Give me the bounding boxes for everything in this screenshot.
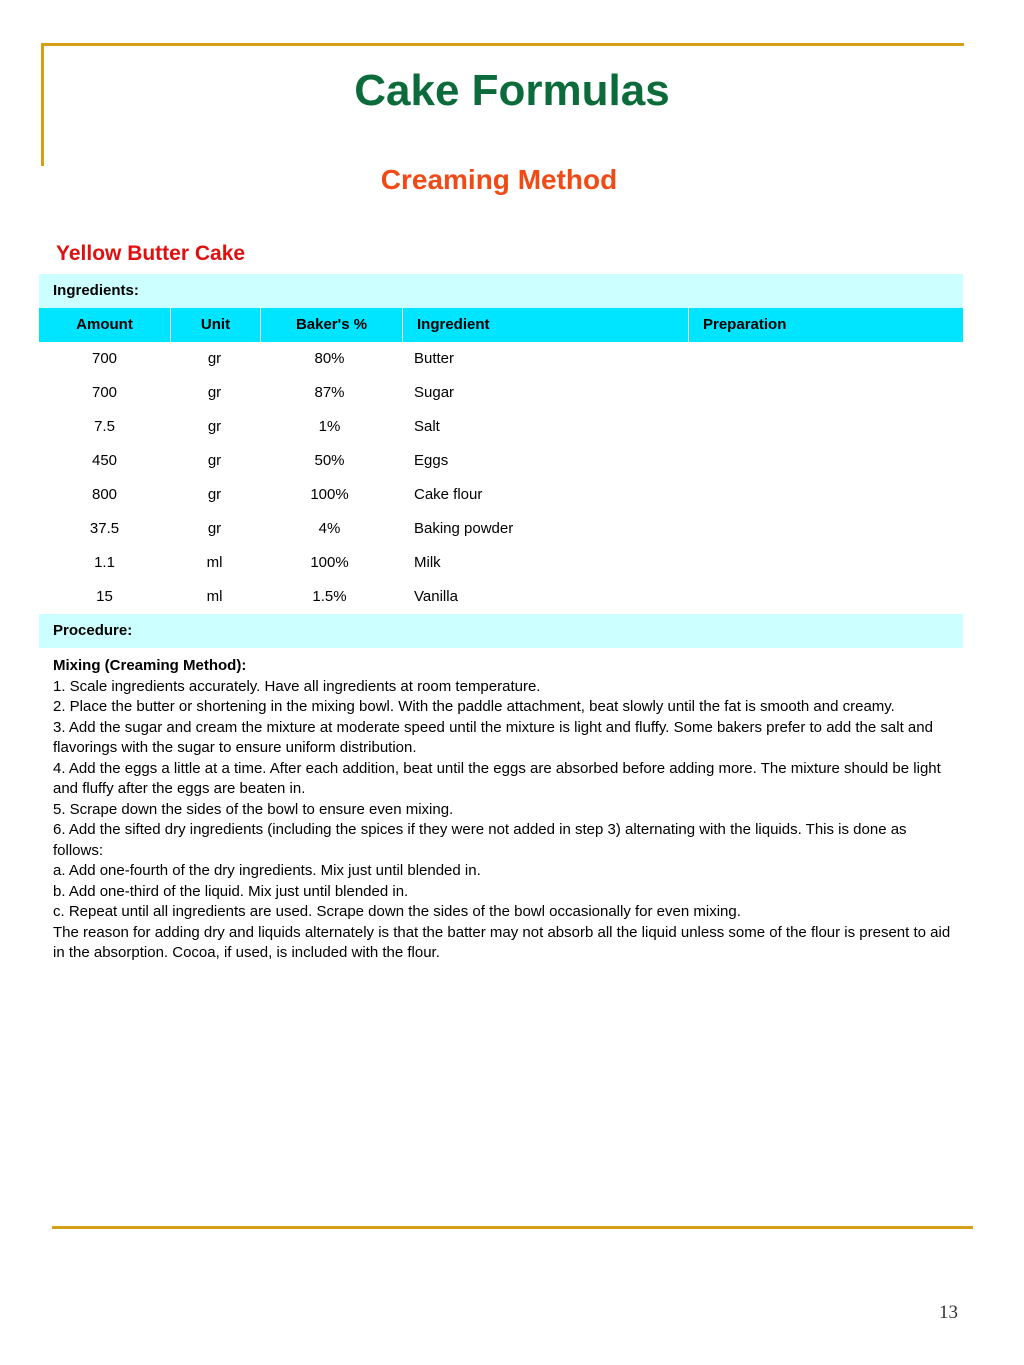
header-amount: Amount (39, 308, 171, 342)
cell-ingredient: Vanilla (414, 588, 458, 605)
table-row (39, 376, 963, 410)
procedure-step: a. Add one-fourth of the dry ingredients. Mix just until blended in. (53, 862, 481, 879)
ingredients-label: Ingredients: (39, 274, 963, 308)
cell-preparation (686, 580, 963, 614)
cell-bakers-percent: 100% (310, 554, 349, 571)
cell-amount: 700 (91, 350, 118, 367)
cell-preparation (686, 376, 963, 410)
table-row (39, 546, 963, 580)
cell-unit: gr (207, 486, 222, 503)
cell-bakers-percent: 80% (314, 350, 345, 367)
procedure-step: 3. Add the sugar and cream the mixture at moderate speed until the mixture is light and fluffy. Some bakers prefer to add the salt and flavorings with the sugar to ensure uniform distribution. (53, 718, 933, 756)
cell-unit: ml (206, 588, 223, 605)
cell-ingredient: Eggs (414, 452, 449, 469)
procedure-step: 4. Add the eggs a little at a time. After each addition, beat until the eggs are absorbed before adding more. The mixture should be light and fluffy after the eggs are beaten in. (53, 759, 941, 797)
procedure-step: 6. Add the sifted dry ingredients (including the spices if they were not added in step 3) alternating with the liquids. This is done as follows: (53, 821, 907, 859)
table-row (39, 478, 963, 512)
procedure-step: 1. Scale ingredients accurately. Have all ingredients at room temperature. (53, 677, 541, 695)
cell-bakers-percent: 1.5% (312, 588, 347, 605)
cell-bakers-percent: 50% (314, 452, 345, 469)
cell-preparation (686, 546, 963, 580)
cell-ingredient: Cake flour (414, 486, 483, 503)
header-preparation: Preparation (703, 316, 787, 333)
page-title: Cake Formulas (354, 66, 670, 115)
procedure-steps (53, 677, 953, 964)
cell-amount: 37.5 (89, 520, 120, 537)
header-ingredient: Ingredient (403, 308, 689, 342)
cell-unit: gr (207, 418, 222, 435)
cell-ingredient: Baking powder (414, 520, 514, 537)
table-body (39, 342, 963, 614)
cell-bakers-percent: 4% (318, 520, 341, 537)
table-row (39, 512, 963, 546)
table-row (39, 580, 963, 614)
cell-amount: 800 (91, 486, 118, 503)
cell-preparation (686, 342, 963, 376)
frame-top-rule (41, 43, 964, 46)
table-header-row (39, 308, 963, 342)
cell-ingredient: Sugar (414, 384, 455, 401)
cell-preparation (686, 512, 963, 546)
procedure-label: Procedure: (39, 614, 963, 648)
cell-amount: 7.5 (94, 418, 115, 435)
table-row (39, 444, 963, 478)
table-row (39, 342, 963, 376)
cell-unit: gr (207, 350, 222, 367)
cell-unit: gr (207, 452, 222, 469)
cell-preparation (686, 478, 963, 512)
procedure-step: 2. Place the butter or shortening in the mixing bowl. With the paddle attachment, beat slowly until the fat is smooth and creamy. (53, 698, 895, 715)
procedure-step: b. Add one-third of the liquid. Mix just until blended in. (53, 882, 409, 900)
page-number: 13 (939, 1302, 958, 1323)
frame-bottom-rule (52, 1226, 973, 1229)
table-row (39, 410, 963, 444)
cell-preparation (686, 410, 963, 444)
cell-ingredient: Butter (414, 350, 455, 367)
cell-amount: 700 (91, 384, 118, 401)
recipe-table (39, 274, 963, 648)
header-unit: Unit (171, 308, 261, 342)
procedure-step: 5. Scrape down the sides of the bowl to ensure even mixing. (53, 800, 454, 818)
cell-bakers-percent: 100% (310, 486, 349, 503)
cell-bakers-percent: 87% (314, 384, 345, 401)
cell-amount: 15 (96, 588, 113, 605)
page-subtitle: Creaming Method (380, 164, 618, 195)
header-bakers-percent: Baker's % (261, 308, 403, 342)
cell-unit: ml (206, 554, 223, 571)
procedure-text (53, 656, 953, 964)
procedure-step: c. Repeat until all ingredients are used. Scrape down the sides of the bowl occasionally for even mixing. (53, 903, 741, 920)
cell-unit: gr (207, 384, 222, 401)
procedure-heading: Mixing (Creaming Method): (53, 657, 247, 674)
cell-ingredient: Milk (414, 554, 441, 571)
cell-amount: 450 (91, 452, 118, 469)
cell-unit: gr (207, 520, 222, 537)
cell-ingredient: Salt (414, 418, 440, 435)
cell-preparation (686, 444, 963, 478)
procedure-step: The reason for adding dry and liquids alternately is that the batter may not absorb all the liquid unless some of the flour is present to aid in the absorption. Cocoa, if used, is included with the flour. (53, 923, 951, 961)
recipe-name: Yellow Butter Cake (56, 242, 246, 265)
cell-amount: 1.1 (94, 554, 115, 571)
cell-bakers-percent: 1% (318, 418, 341, 435)
